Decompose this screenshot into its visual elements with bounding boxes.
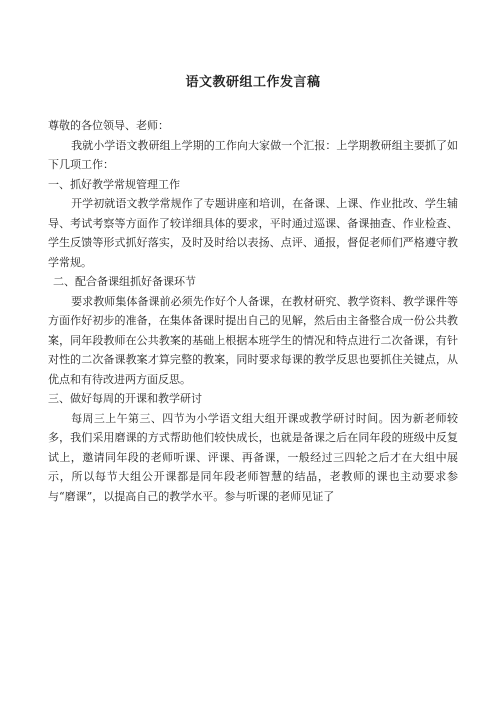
section-body-1: 开学初就语文教学常规作了专题讲座和培训，在备课、上课、作业批改、学生辅导、考试考察等方面作了较详细具体的要求，平时通过巡课、备课抽查、作业检查、学生反馈等形式抓好落实，及时及时给以表扬、点评、通报，督促老师们严格遵守教学常规。 [48,197,458,269]
section-heading-1: 一、抓好教学常规管理工作 [48,177,180,191]
section-body-3: 每周三上午第三、四节为小学语文组大组开课或教学研讨时间。因为新老师较多，我们采用磨课的方式帮助他们较快成长，也就是备课之后在同年段的班级中反复试上，邀请同年段的老师听课、评课、再备课，一般经过三四轮之后才在大组中展示，所以每节大组公开课都是同年段老师智慧的结晶，老教师的课也主动要求参与“磨课”，以提高自己的教学水平。参与听课的老师见证了 [48,411,458,503]
section-heading-2: 二、配合备课组抓好备课环节 [53,275,196,288]
section-body-2: 要求教师集体备课前必须先作好个人备课，在教材研究、教学资料、教学课件等方面作好初步的准备，在集体备课时提出自己的见解，然后由主备整合成一份公共教案，同年段教师在公共教案的基础上根据本班学生的情况和特点进行二次备课，有针对性的二次备课教案才算完整的教案，同时要求每课的教学反思也要抓住关键点，从优点和有待改进两方面反思。 [48,294,458,386]
document-title: 语文教研组工作发言稿 [185,75,321,90]
section-heading-3: 三、做好每周的开课和教学研讨 [48,392,202,405]
greeting: 尊敬的各位领导、老师： [48,119,169,132]
intro-paragraph: 我就小学语文教研组上学期的工作向大家做一个汇报：上学期教研组主要抓了如下几项工作： [48,138,458,171]
